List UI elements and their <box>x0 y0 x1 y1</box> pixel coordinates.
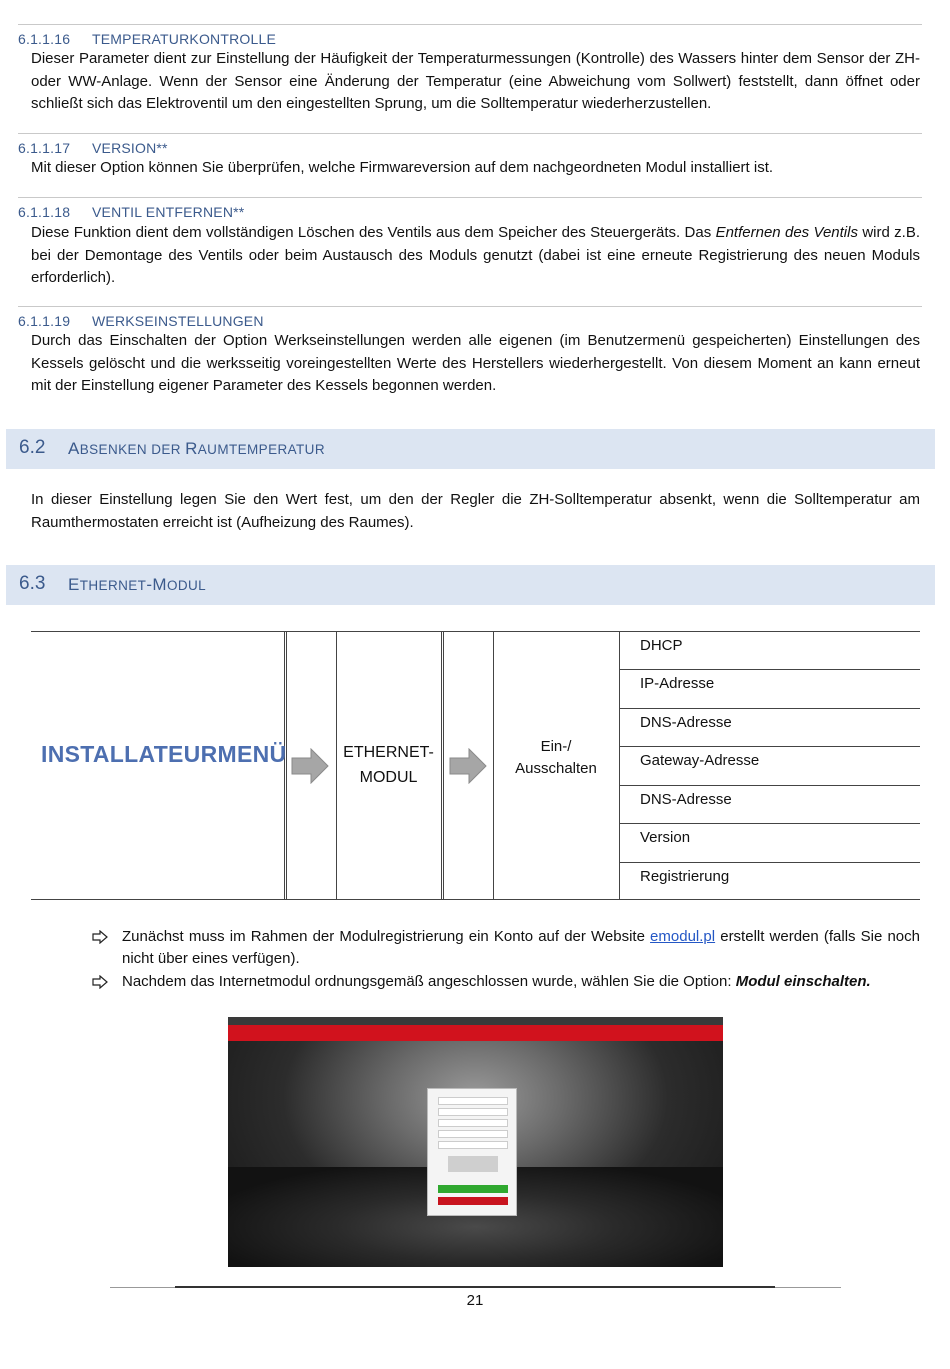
section-paragraph <box>31 222 920 290</box>
ethernet-module-label <box>336 740 441 790</box>
section-number: 6.1.1.16 <box>18 31 71 47</box>
bullet-text-part: Zunächst muss im Rahmen der Modulregistrierung ein Konto auf der Website <box>122 928 651 945</box>
section-title: WERKSEINSTELLUNGEN <box>92 313 264 329</box>
section-paragraph: Dieser Parameter dient zur Einstellung der Häufigkeit der Temperaturmessungen (Kontrolle) des Wassers hinter dem Sensor der ZH- oder WW-Anlage. Wenn der Sensor eine Änderung der Temperatur (eine Abweichung vom Sollwert) feststellt, dann öffnet oder schließt sich das Elektroventil um den eingestellten Sprung, um die Solltemperatur wiederherzustellen. <box>31 50 920 112</box>
paragraph-text: Diese Funktion dient dem vollständigen Löschen des Ventils aus dem Speicher des Steuergeräts. Das <box>31 224 716 241</box>
option-version: Version <box>620 824 920 863</box>
paragraph-emphasis: Entfernen des Ventils <box>715 224 858 241</box>
label-line: ETHERNET- <box>343 744 434 761</box>
register-button <box>438 1185 508 1193</box>
bullet-text <box>122 926 920 970</box>
chapter-heading-6-2 <box>6 429 935 469</box>
section-header-6-1-1-18 <box>18 197 922 222</box>
chapter-title-part: BSENKEN DER <box>79 442 186 457</box>
page-number: 21 <box>466 1292 484 1309</box>
chapter-heading-6-3 <box>6 565 935 605</box>
chapter-title-part: THERNET <box>79 578 147 593</box>
label-line: Ausschalten <box>515 760 597 777</box>
form-field <box>438 1141 508 1149</box>
chapter-title-part: AUMTEMPERATUR <box>197 442 325 457</box>
section-header-6-1-1-17 <box>18 133 922 158</box>
option-ip-address: IP-Adresse <box>620 670 920 709</box>
option-gateway-address: Gateway-Adresse <box>620 747 920 786</box>
chapter-title <box>68 575 206 595</box>
chapter-number: 6.3 <box>19 573 46 594</box>
installer-menu-label: INSTALLATEURMENÜ <box>41 741 287 767</box>
section-title: VENTIL ENTFERNEN** <box>92 204 245 220</box>
chapter-title-part: ODUL <box>166 578 207 593</box>
registration-form <box>427 1088 517 1216</box>
option-registration: Registrierung <box>640 867 730 885</box>
option-dns-address-2: DNS-Adresse <box>620 786 920 825</box>
section-header-6-1-1-19 <box>18 306 922 331</box>
diagram-divider <box>441 631 444 900</box>
section-heading <box>18 307 922 331</box>
hollow-arrow-icon <box>92 930 108 944</box>
cancel-button <box>438 1197 508 1205</box>
hollow-arrow-icon <box>92 975 108 989</box>
chapter-number: 6.2 <box>19 437 46 458</box>
section-title: TEMPERATURKONTROLLE <box>92 31 277 47</box>
bullet-text-part: erstellt werden (falls Sie noch nicht über eines verfügen). <box>122 928 920 967</box>
diagram-top-border <box>31 631 620 632</box>
section-number: 6.1.1.19 <box>18 313 71 329</box>
form-field <box>438 1108 508 1116</box>
section-heading <box>18 25 922 49</box>
label-line: MODUL <box>359 769 418 786</box>
chapter-paragraph: In dieser Einstellung legen Sie den Wert fest, um den der Regler die ZH-Solltemperatur absenkt, wenn die Solltemperatur am Raumthermostaten erreicht ist (Aufheizung des Raumes). <box>31 491 920 531</box>
chapter-title-part: -M <box>146 575 167 594</box>
section-title: VERSION** <box>92 140 168 156</box>
section-paragraph: Durch das Einschalten der Option Werkseinstellungen werden alle eigenen (im Benutzermenü gespeicherten) Einstellungen des Kessels gelöscht und die werksseitig voreingestellten Werte des Herstellers wiederhergestellt. Von diesem Moment an kann erneut mit der Einstellung eigener Parameter des Kessels begonnen werden. <box>31 332 920 394</box>
section-header-6-1-1-16 <box>18 24 922 49</box>
section-heading <box>18 198 922 222</box>
menu-structure-diagram <box>31 631 920 900</box>
bullet-item <box>92 971 920 993</box>
option-dhcp: DHCP <box>620 631 920 670</box>
registration-screenshot-image <box>228 1017 723 1267</box>
arrow-right-icon <box>449 748 487 784</box>
chapter-title <box>68 439 325 459</box>
bullet-emphasis: Modul einschalten. <box>735 973 871 990</box>
chapter-title-part: E <box>68 575 80 594</box>
chapter-title-part: A <box>68 439 80 458</box>
chapter-title-part: R <box>185 439 198 458</box>
site-header-bar <box>228 1025 723 1041</box>
captcha-image <box>448 1156 498 1172</box>
bullet-item <box>92 926 920 970</box>
form-field <box>438 1130 508 1138</box>
label-line: Ein-/ <box>540 738 572 755</box>
submenu-options-list <box>620 631 920 902</box>
form-field <box>438 1119 508 1127</box>
section-number: 6.1.1.18 <box>18 204 71 220</box>
on-off-label <box>493 736 619 780</box>
section-heading <box>18 134 922 158</box>
section-number: 6.1.1.17 <box>18 140 71 156</box>
paragraph-text: wird z.B. bei der Demontage des Ventils oder beim Austausch des Moduls genutzt (dabei ist eine erneute Registrierung des neuen Moduls erforderlich). <box>31 224 921 286</box>
section-paragraph: Mit dieser Option können Sie überprüfen, welche Firmwareversion auf dem nachgeordneten Modul installiert ist. <box>31 159 774 176</box>
footer-rule-bold <box>175 1286 775 1288</box>
bullet-text-part: Nachdem das Internetmodul ordnungsgemäß angeschlossen wurde, wählen Sie die Option: <box>122 973 736 990</box>
emodul-link[interactable]: emodul.pl <box>650 928 716 945</box>
browser-toolbar <box>228 1017 723 1025</box>
arrow-right-icon <box>291 748 329 784</box>
option-dns-address: DNS-Adresse <box>620 709 920 748</box>
bullet-text <box>122 971 920 993</box>
form-field <box>438 1097 508 1105</box>
